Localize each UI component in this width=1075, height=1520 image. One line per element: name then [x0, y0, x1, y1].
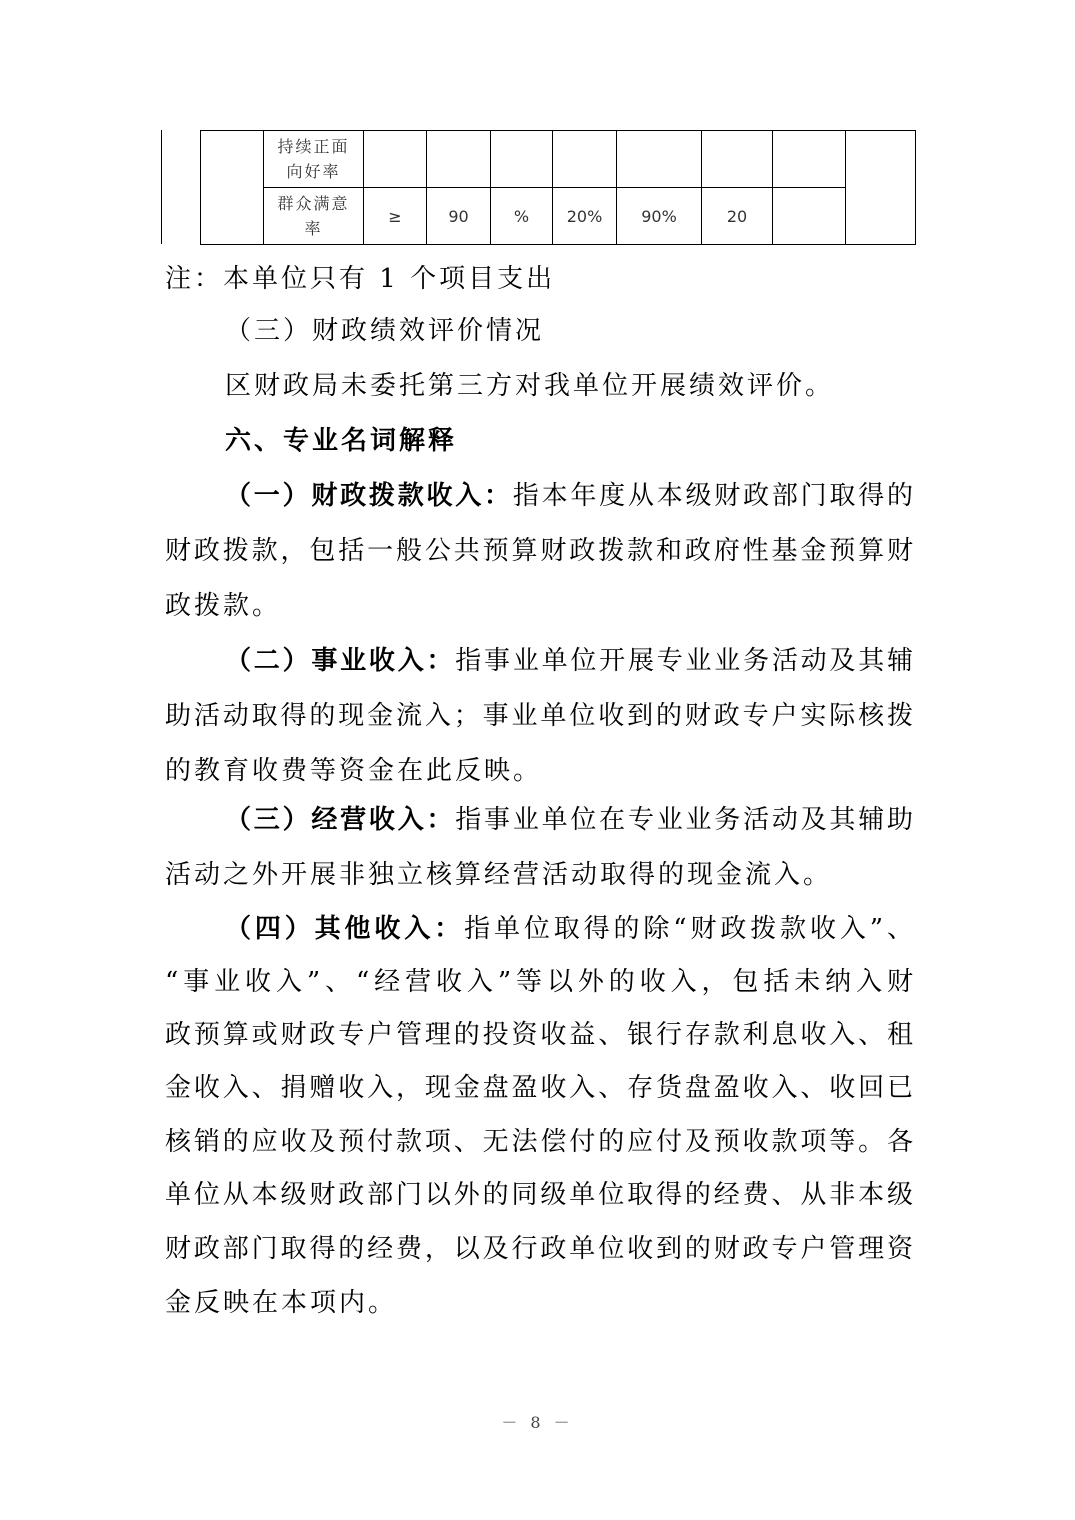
table-cell-weight: 20% — [553, 188, 617, 245]
term4-text: 指单位取得的除“财政拨款收入”、 — [464, 914, 913, 944]
table-cell-unit: % — [491, 188, 553, 245]
term4-label: （四）其他收入： — [225, 914, 465, 944]
term2-line2: 助活动取得的现金流入；事业单位收到的财政专户实际核拨 — [165, 701, 913, 731]
table-cell-empty — [773, 131, 846, 188]
table-cell-empty — [553, 131, 617, 188]
table-cell-empty — [702, 131, 773, 188]
term1-text: 指本年度从本级财政部门取得的 — [512, 481, 913, 511]
term2-line3: 的教育收费等资金在此反映。 — [165, 756, 543, 786]
table-cell-empty — [617, 131, 702, 188]
table-cell-empty — [846, 131, 916, 245]
indicator-line-2: 向好率 — [286, 162, 341, 181]
term4-line2: “事业收入”、“经营收入”等以外的收入，包括未纳入财 — [165, 967, 913, 997]
table-cell-target: 90 — [427, 188, 491, 245]
term4-line3: 政预算或财政专户管理的投资收益、银行存款利息收入、租 — [165, 1020, 913, 1050]
term4-line6: 单位从本级财政部门以外的同级单位取得的经费、从非本级 — [165, 1180, 913, 1210]
section6-heading: 六、专业名词解释 — [225, 426, 458, 456]
term2-label: （二）事业收入： — [225, 646, 456, 676]
table-cell-score: 20 — [702, 188, 773, 245]
term4-line1 — [225, 914, 913, 944]
indicator-line-1: 持续正面 — [277, 137, 350, 156]
table-cell-empty — [427, 131, 491, 188]
section3-heading: （三）财政绩效评价情况 — [225, 316, 545, 346]
term1-label: （一）财政拨款收入： — [225, 481, 513, 511]
table-row — [201, 131, 916, 188]
term3-label: （三）经营收入： — [225, 805, 456, 835]
table-cell-empty — [491, 131, 553, 188]
note-text: 注：本单位只有 1 个项目支出 — [165, 264, 556, 294]
performance-table — [200, 130, 916, 245]
section3-text: 区财政局未委托第三方对我单位开展绩效评价。 — [225, 371, 835, 401]
term1-line2: 财政拨款，包括一般公共预算财政拨款和政府性基金预算财 — [165, 536, 913, 566]
term4-line5: 核销的应收及预付款项、无法偿付的应付及预收款项等。各 — [165, 1127, 913, 1157]
table-cell-symbol: ≥ — [364, 188, 427, 245]
table-cell-actual: 90% — [617, 188, 702, 245]
term4-line4: 金收入、捐赠收入，现金盘盈收入、存货盘盈收入、收回已 — [165, 1073, 913, 1103]
indicator-line-2: 率 — [304, 219, 323, 238]
table-cell-indicator — [264, 131, 364, 188]
term4-line7: 财政部门取得的经费，以及行政单位收到的财政专户管理资 — [165, 1234, 913, 1264]
term3-text: 指事业单位在专业业务活动及其辅助 — [455, 805, 913, 835]
term2-line1 — [225, 646, 913, 676]
term2-text: 指事业单位开展专业业务活动及其辅 — [455, 646, 913, 676]
term4-line8: 金反映在本项内。 — [165, 1288, 398, 1318]
table-cell-empty — [773, 188, 846, 245]
table-cell-empty — [201, 131, 264, 245]
table-left-border — [161, 130, 162, 244]
indicator-line-1: 群众满意 — [277, 194, 350, 213]
term3-line1 — [225, 805, 913, 835]
table-cell-indicator — [264, 188, 364, 245]
table-row — [201, 188, 916, 245]
term1-line3: 政拨款。 — [165, 591, 282, 621]
term3-line2: 活动之外开展非独立核算经营活动取得的现金流入。 — [165, 860, 833, 890]
page-number: － 8 － — [501, 1413, 574, 1432]
term1-line1 — [225, 481, 913, 511]
table-cell-empty — [364, 131, 427, 188]
